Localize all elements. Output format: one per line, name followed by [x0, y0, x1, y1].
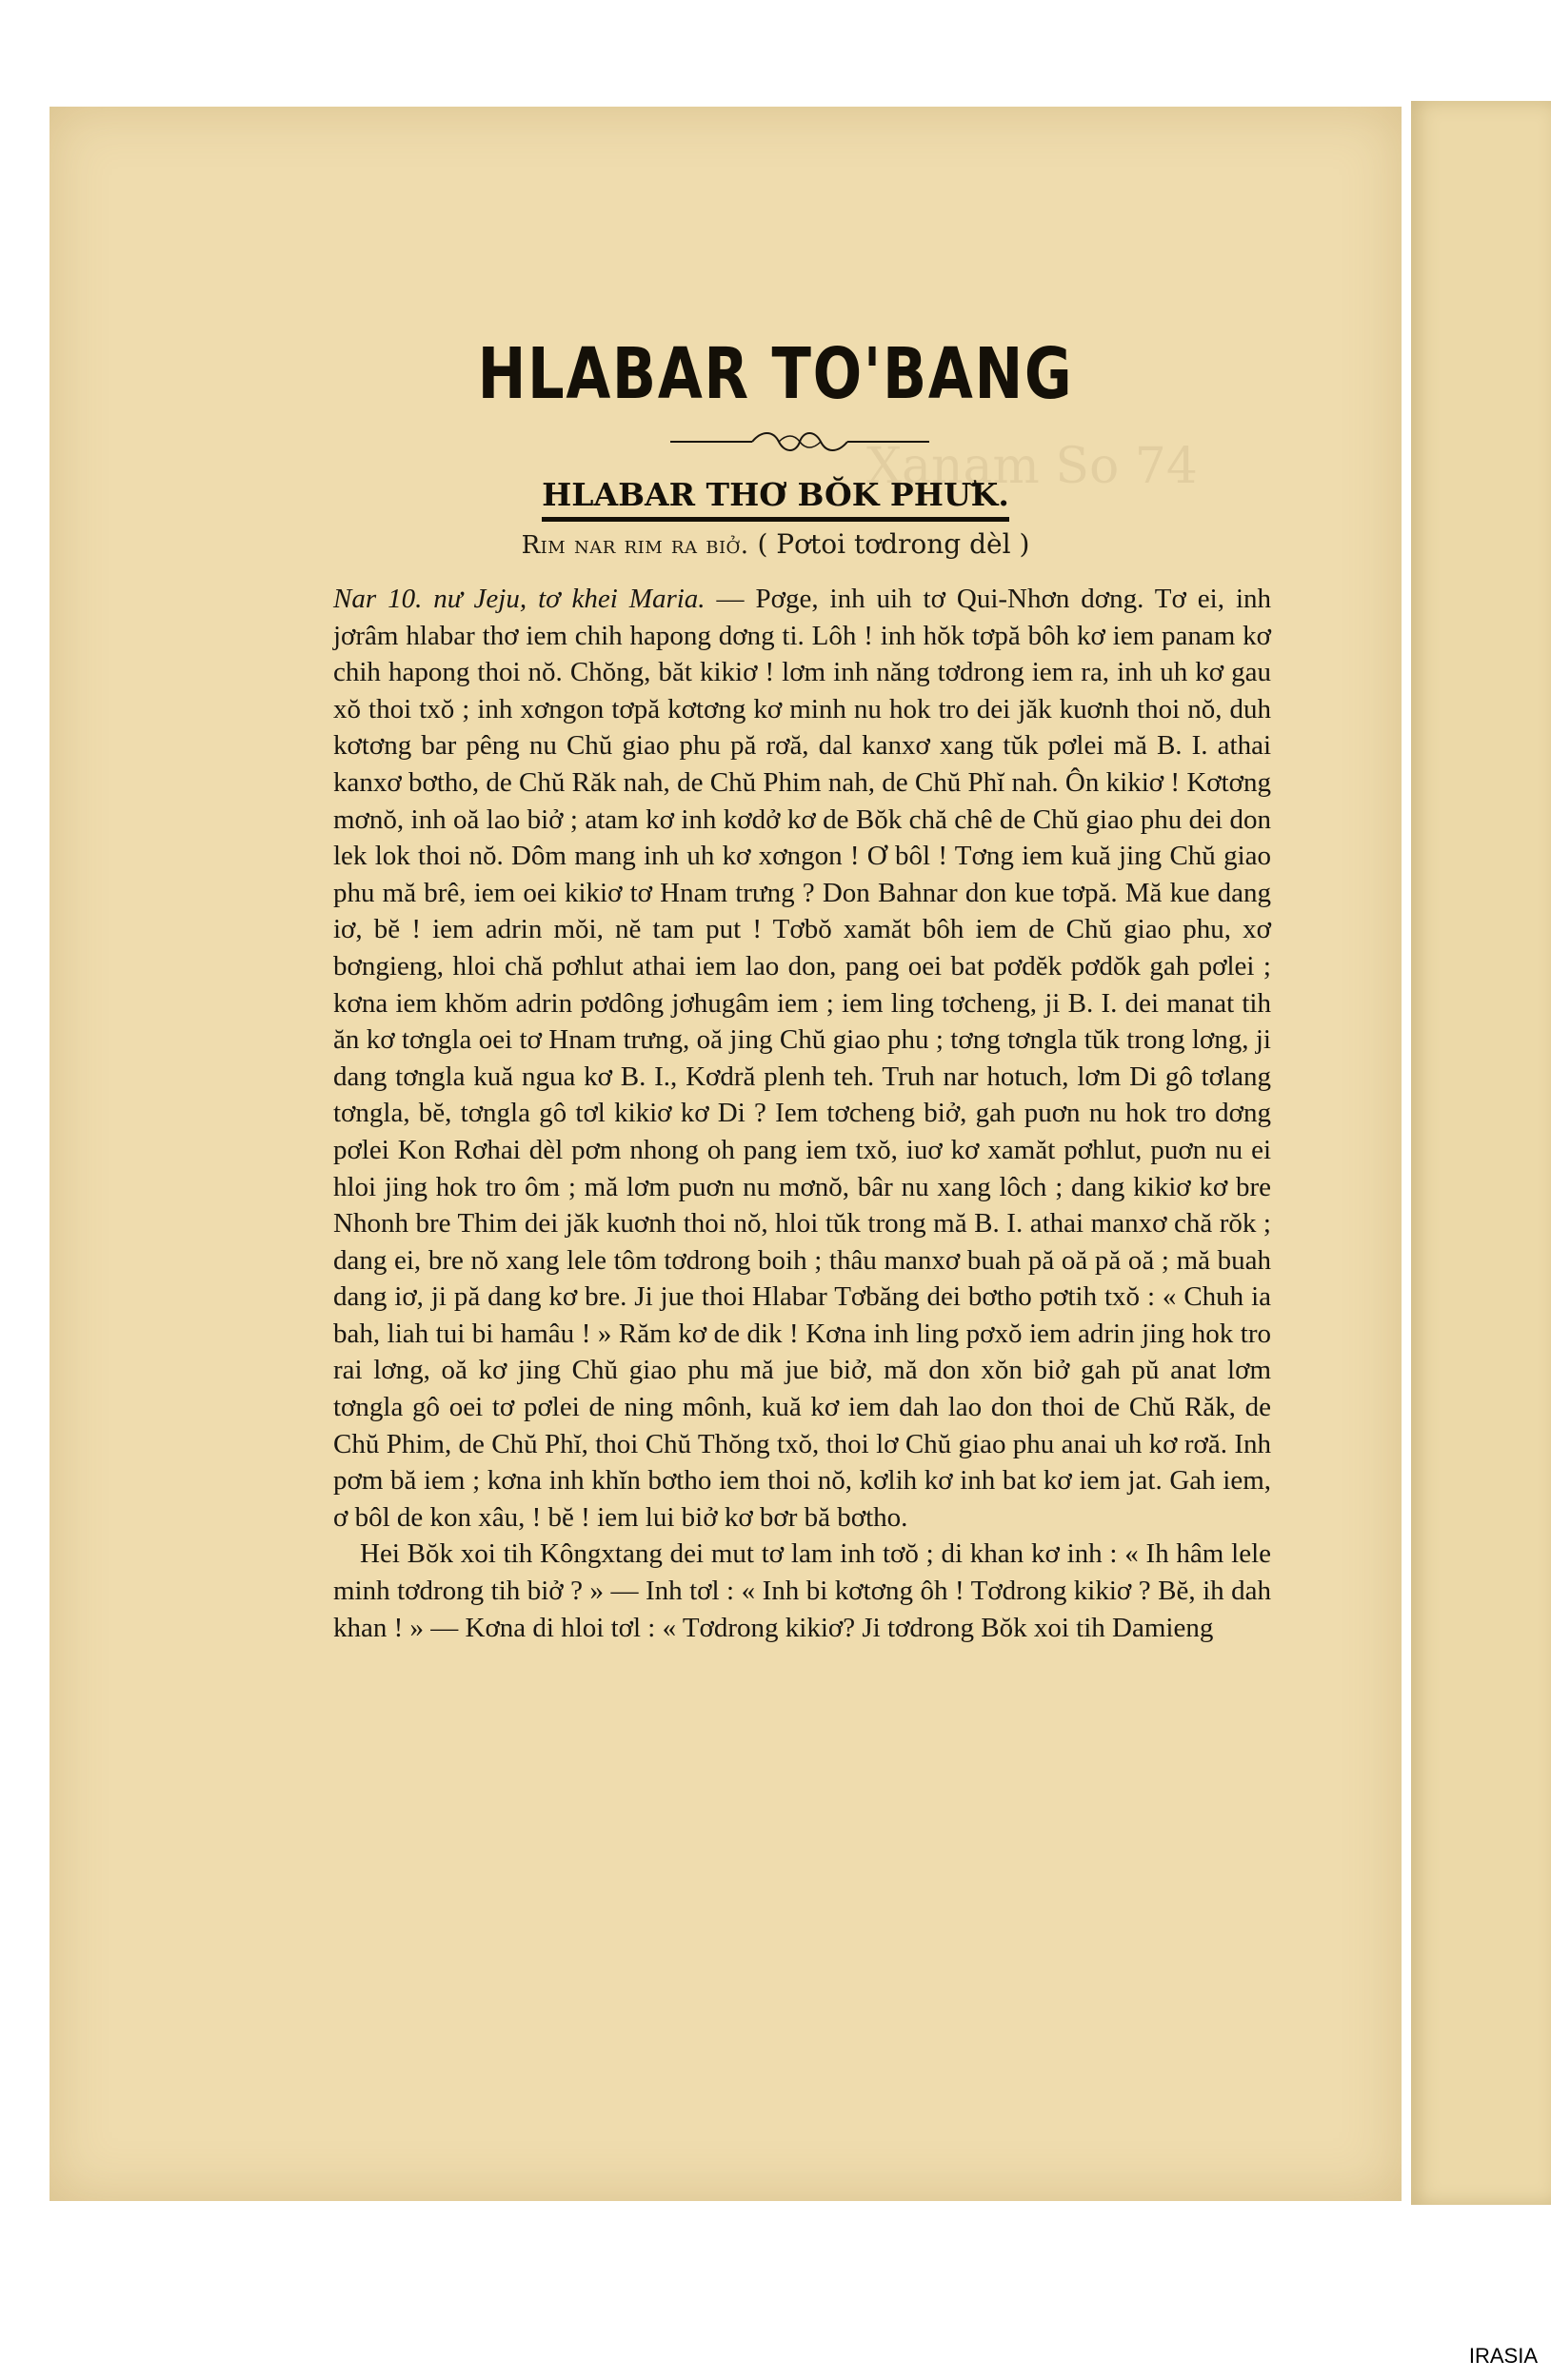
section-heading-text: HLABAR THƠ BŎK PHƯK.	[542, 476, 1009, 522]
byline-note: ( Pơtoi tơdrong dèl )	[757, 528, 1030, 560]
paragraph-2: Hei Bŏk xoi tih Kôngxtang dei mut tơ lam inh tơŏ ; di khan kơ inh : « Ih hâm lele minh tơdrong tih biở ? » — Inh tơl : « Inh bi kơtơng ôh ! Tơdrong kikiơ ? Bĕ, ih dah khan ! » — Kơna di hloi tơl : « Tơdrong kikiơ? Ji tơdrong Bŏk xoi tih Damieng	[333, 1538, 1271, 1643]
paragraph-lead: Nar 10. nư Jeju, tơ khei Maria.	[333, 584, 706, 614]
page-title: HLABAR TO'BANG	[477, 333, 1074, 415]
paragraph-1	[333, 581, 1271, 1536]
ornament-divider	[666, 428, 933, 455]
section-heading	[0, 476, 1551, 522]
page-right-edge	[1411, 101, 1551, 2205]
paragraph-1-text: — Pơge, inh uih tơ Qui-Nhơn dơng. Tơ ei, inh jơrâm hlabar thơ iem chih hapong dơng ti. Lôh ! inh hŏk tơpă bôh kơ iem panam kơ chih hapong thoi nŏ. Chŏng, băt kikiơ ! lơm inh năng tơdrong iem ra, inh uh kơ gau xŏ thoi txŏ ; inh xơngon tơpă kơtơng kơ minh nu hok tro dei jăk kuơnh thoi nŏ, duh kơtơng bar pêng nu Chŭ giao phu pă rơă, dal kanxơ xang tŭk pơlei mă B. I. athai kanxơ bơtho, de Chŭ Răk nah, de Chŭ Phim nah, de Chŭ Phĭ nah. Ôn kikiơ ! Kơtơng mơnŏ, inh oă lao biở ; atam kơ inh kơdở kơ de Bŏk chă chê de Chŭ giao phu dei don lek lok thoi nŏ. Dôm mang inh uh kơ xơngon ! Ơ bôl ! Tơng iem kuă jing Chŭ giao phu mă brê, iem oei kikiơ tơ Hnam trưng ? Don Bahnar don kue tơpă. Mă kue dang iơ, bĕ ! iem adrin mŏi, nĕ tam put ! Tơbŏ xamăt bôh iem de Chŭ giao phu, xơ bơngieng, hloi chă pơhlut athai iem lao don, pang oei bat pơdĕk pơdŏk gah pơlei ; kơna iem khŏm adrin pơdông jơhugâm iem ; iem ling tơcheng, ji B. I. dei manat tih ăn kơ tơngla oei tơ Hnam trưng, oă jing Chŭ giao phu ; tơng tơngla tŭk trong lơng, ji dang tơngla kuă ngua kơ B. I., Kơdră plenh teh. Truh nar hotuch, lơm Di gô tơlang tơngla, bĕ, tơngla gô tơl kikiơ kơ Di ? Iem tơcheng biở, gah puơn nu hok tro dơng pơlei Kon Rơhai dèl pơm nhong oh pang iem txŏ, iuơ kơ xamăt pơhlut, puơn nu ei hloi jing hok tro ôm ; mă lơm puơn nu mơnŏ, bâr nu xang lôch ; dang kikiơ kơ bre Nhonh bre Thim dei jăk kuơnh thoi nŏ, hloi tŭk trong mă B. I. athai manxơ chă rŏk ; dang ei, bre nŏ xang lele tôm tơdrong boih ; thâu manxơ buah pă oă pă oă ; mă buah dang iơ, ji pă dang kơ bre. Ji jue thoi Hlabar Tơbăng dei bơtho pơtih txŏ : « Chuh ia bah, liah tui bi hamâu ! » Răm kơ de dik ! Kơna inh ling pơxŏ iem adrin jing hok tro rai lơng, oă kơ jing Chŭ giao phu mă jue biở, mă don xŏn biở gah pŭ anat lơm tơngla gô oei tơ pơlei de ning mônh, kuă kơ iem dah lao don thoi de Chŭ Răk, de Chŭ Phim, de Chŭ Phĭ, thoi Chŭ Thŏng txŏ, thoi lơ Chŭ giao phu anai uh kơ rơă. Inh pơm bă iem ; kơna inh khĭn bơtho iem thoi nŏ, kơlih kơ inh bat kơ iem jat. Gah iem, ơ bôl de kon xâu, ! bĕ ! iem lui biở kơ bơr bă bơtho.	[333, 584, 1272, 1533]
article-body	[333, 581, 1271, 1646]
byline-smallcaps: Rim nar rim ra biở.	[521, 531, 749, 560]
byline	[0, 528, 1551, 560]
watermark-label: IRASIA	[1468, 2344, 1538, 2368]
